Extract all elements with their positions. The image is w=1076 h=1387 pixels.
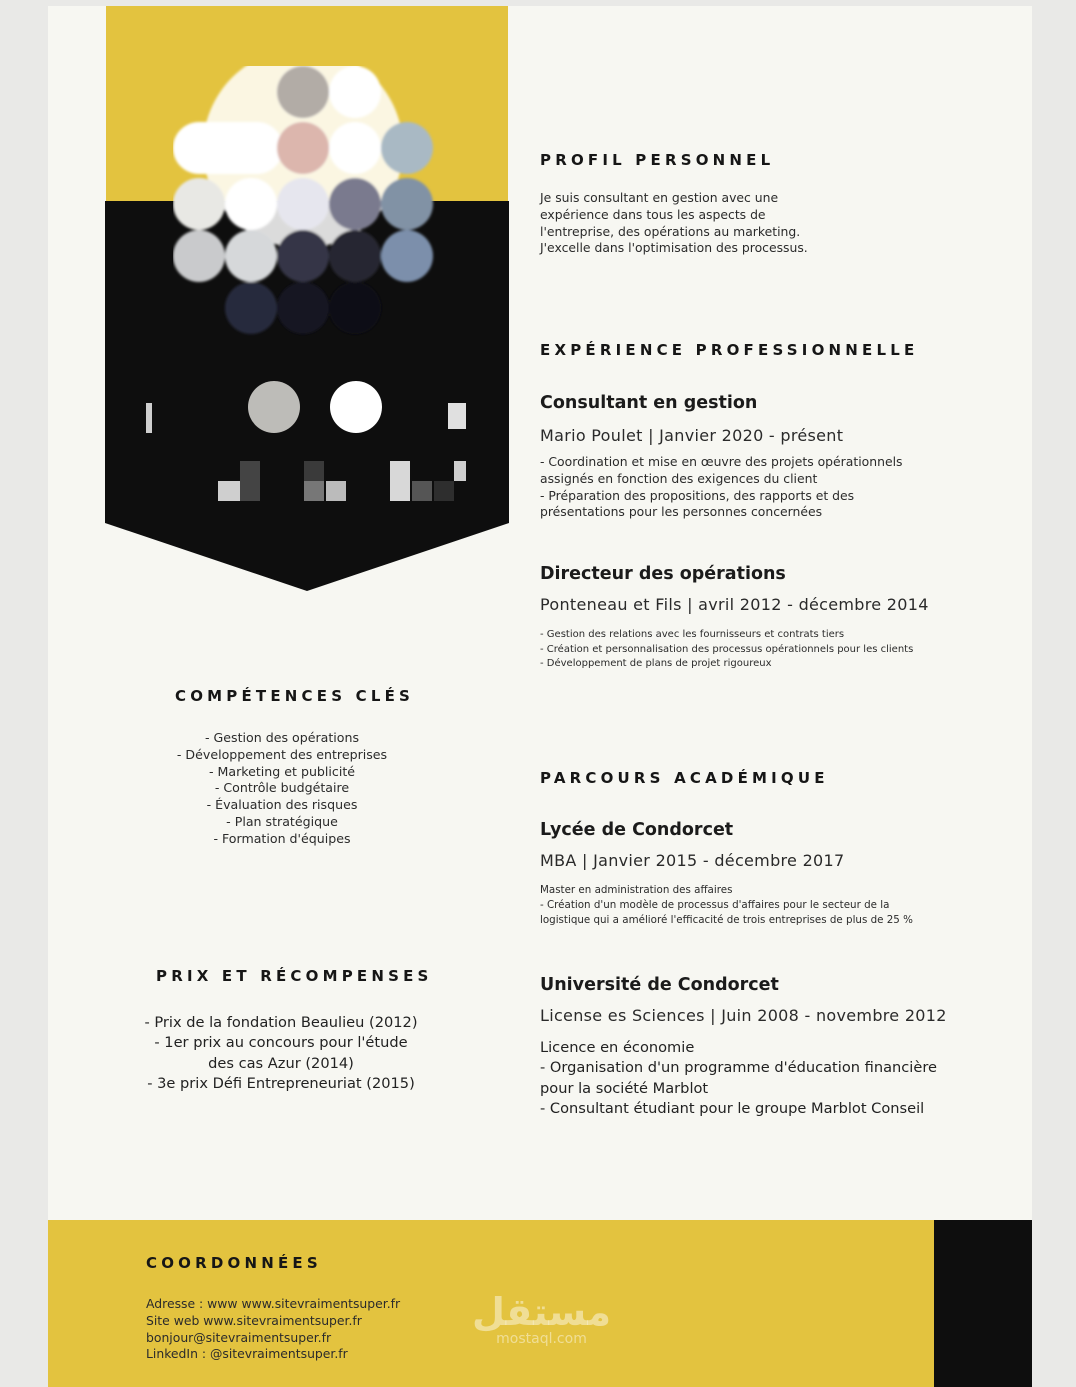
footer-black-block: [934, 1220, 1032, 1387]
job-details: - Gestion des relations avec les fournisseurs et contrats tiers - Création et personnalisation des processus opérationnels pour les clients - Développement de plans de projet rigoureux: [540, 629, 914, 670]
skills-list: - Gestion des opérations - Développement des entreprises - Marketing et publicité - Contrôle budgétaire - Évaluation des risques - Plan stratégique - Formation d'équipes: [176, 730, 388, 846]
education-title-school: Lycée de Condorcet: [540, 820, 734, 840]
experience-title: EXPÉRIENCE PROFESSIONNELLE: [540, 341, 919, 359]
job-title: Directeur des opérations: [540, 564, 786, 584]
awards-list: - Prix de la fondation Beaulieu (2012) - 1er prix au concours pour l'étude des cas Azur (2014) - 3e prix Défi Entrepreneuriat (2015): [144, 1014, 418, 1093]
education-degree-dates: License es Sciences | Juin 2008 - novembre 2012: [540, 1006, 947, 1025]
contact-lines: Adresse : www www.sitevraimentsuper.fr Site web www.sitevraimentsuper.fr bonjour@sitevraimentsuper.fr LinkedIn : @sitevraimentsuper.fr: [146, 1296, 401, 1362]
profile-photo-pixelated: [173, 66, 443, 338]
education-degree-dates: MBA | Janvier 2015 - décembre 2017: [540, 851, 845, 870]
education-details: Master en administration des affaires - Création d'un modèle de processus d'affaires pour le secteur de la logistique qui a amélioré l'efficacité de trois entreprises de plus de 25 %: [540, 884, 913, 926]
profile-text: Je suis consultant en gestion avec une expérience dans tous les aspects de l'entreprise, des opérations au marketing. J'excelle dans l'optimisation des processus.: [540, 190, 808, 256]
profile-title: PROFIL PERSONNEL: [540, 151, 775, 169]
job-company-dates: Mario Poulet | Janvier 2020 - présent: [540, 426, 844, 445]
watermark: [472, 1292, 611, 1346]
skills-title: COMPÉTENCES CLÉS: [175, 687, 415, 705]
job-details: - Coordination et mise en œuvre des projets opérationnels assignés en fonction des exigences du client - Préparation des propositions, des rapports et des présentations pour les personnes concernées: [540, 454, 903, 520]
awards-title: PRIX ET RÉCOMPENSES: [156, 967, 433, 985]
watermark-logo-arabic: مستقل: [472, 1290, 611, 1334]
job-company-dates: Ponteneau et Fils | avril 2012 - décembre 2014: [540, 595, 929, 614]
job-title: Consultant en gestion: [540, 393, 758, 413]
contact-title: COORDONNÉES: [146, 1254, 322, 1272]
education-details: Licence en économie - Organisation d'un programme d'éducation financière pour la société Marblot - Consultant étudiant pour le groupe Marblot Conseil: [540, 1039, 938, 1118]
education-title-school: Université de Condorcet: [540, 975, 779, 995]
watermark-logo-latin: mostaql.com: [496, 1331, 587, 1347]
resume-page: [48, 6, 1032, 1387]
education-title: PARCOURS ACADÉMIQUE: [540, 769, 829, 787]
name-obscured: [146, 381, 466, 501]
